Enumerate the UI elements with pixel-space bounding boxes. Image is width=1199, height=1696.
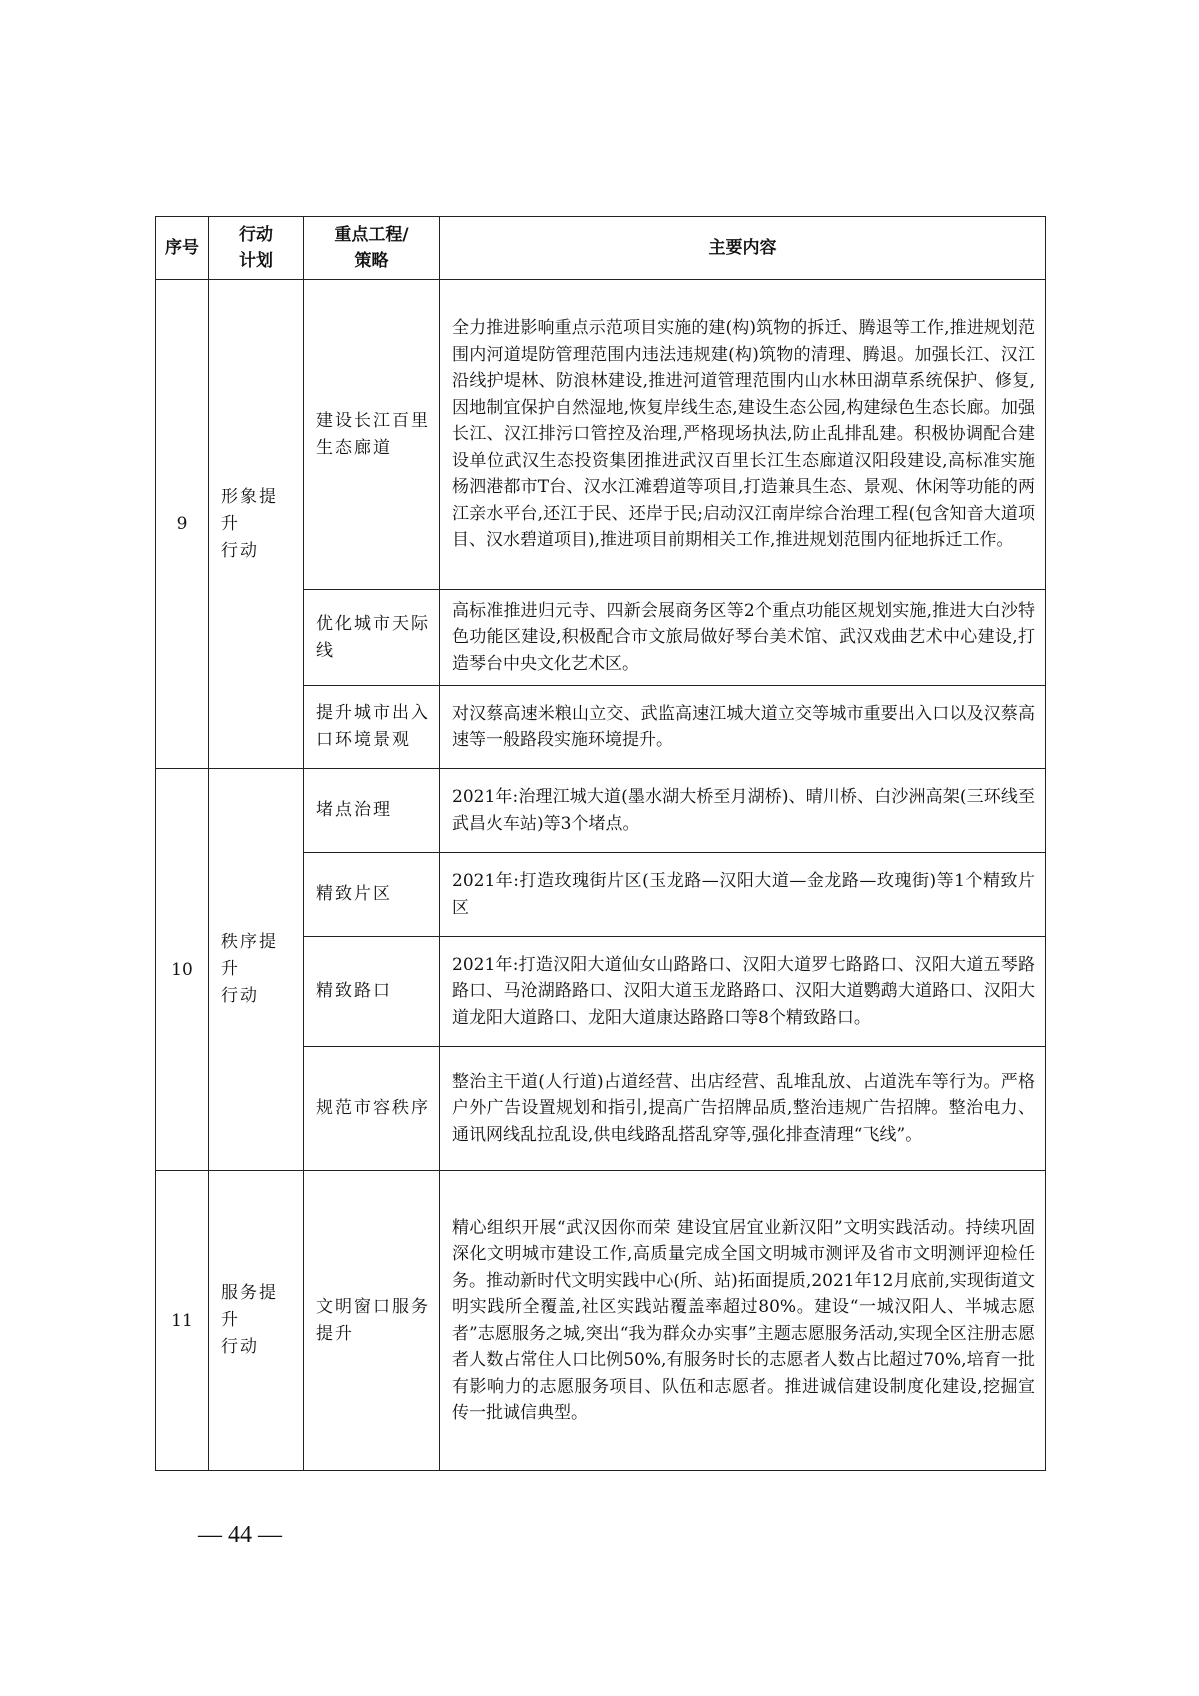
header-content: 主要内容 (440, 217, 1046, 280)
table-row (156, 1171, 1046, 1471)
row-content: 对汉蔡高速米粮山立交、武监高速江城大道立交等城市重要出入口以及汉蔡高速等一般路段实施环境提升。 (440, 686, 1046, 769)
page-number: — 44 — (198, 1522, 282, 1548)
row-content: 2021年:打造玫瑰街片区(玉龙路—汉阳大道—金龙路—玫瑰街)等1个精致片区 (440, 853, 1046, 937)
row-project: 建设长江百里 生态廊道 (304, 280, 440, 590)
table-header-row (156, 217, 1046, 280)
row-seq: 10 (156, 769, 209, 1171)
row-project: 精致路口 (304, 937, 440, 1047)
row-content: 全力推进影响重点示范项目实施的建(构)筑物的拆迁、腾退等工作,推进规划范围内河道堤防管理范围内违法违规建(构)筑物的清理、腾退。加强长江、汉江沿线护堤林、防浪林建设,推进河道管理范围内山水林田湖草系统保护、修复,因地制宜保护自然湿地,恢复岸线生态,建设生态公园,构建绿色生态长廊。加强长江、汉江排污口管控及治理,严格现场执法,防止乱排乱建。积极协调配合建设单位武汉生态投资集团推进武汉百里长江生态廊道汉阳段建设,高标准实施杨泗港都市T台、汉水江滩碧道等项目,打造兼具生态、景观、休闲等功能的两江亲水平台,还江于民、还岸于民;启动汉江南岸综合治理工程(包含知音大道项目、汉水碧道项目),推进项目前期相关工作,推进规划范围内征地拆迁工作。 (440, 280, 1046, 590)
row-action: 服务提升 行动 (209, 1171, 304, 1471)
header-action: 行动 计划 (209, 217, 304, 280)
row-content: 高标准推进归元寺、四新会展商务区等2个重点功能区规划实施,推进大白沙特色功能区建设,积极配合市文旅局做好琴台美术馆、武汉戏曲艺术中心建设,打造琴台中央文化艺术区。 (440, 590, 1046, 686)
row-project: 规范市容秩序 (304, 1047, 440, 1171)
row-action: 秩序提升 行动 (209, 769, 304, 1171)
row-action: 形象提升 行动 (209, 280, 304, 769)
row-project: 精致片区 (304, 853, 440, 937)
row-project: 堵点治理 (304, 769, 440, 853)
row-project: 优化城市天际 线 (304, 590, 440, 686)
row-content: 2021年:治理江城大道(墨水湖大桥至月湖桥)、晴川桥、白沙洲高架(三环线至武昌火车站)等3个堵点。 (440, 769, 1046, 853)
row-project: 提升城市出入 口环境景观 (304, 686, 440, 769)
table-row (156, 280, 1046, 590)
row-seq: 9 (156, 280, 209, 769)
header-seq: 序号 (156, 217, 209, 280)
header-project: 重点工程/ 策略 (304, 217, 440, 280)
row-project: 文明窗口服务 提升 (304, 1171, 440, 1471)
action-plan-table (155, 216, 1046, 1471)
table-row (156, 769, 1046, 853)
row-seq: 11 (156, 1171, 209, 1471)
row-content: 整治主干道(人行道)占道经营、出店经营、乱堆乱放、占道洗车等行为。严格户外广告设置规划和指引,提高广告招牌品质,整治违规广告招牌。整治电力、通讯网线乱拉乱设,供电线路乱搭乱穿等,强化排查清理“飞线”。 (440, 1047, 1046, 1171)
row-content: 2021年:打造汉阳大道仙女山路路口、汉阳大道罗七路路口、汉阳大道五琴路路口、马沧湖路路口、汉阳大道玉龙路路口、汉阳大道鹦鹉大道路口、汉阳大道龙阳大道路口、龙阳大道康达路路口等8个精致路口。 (440, 937, 1046, 1047)
row-content: 精心组织开展“武汉因你而荣 建设宜居宜业新汉阳”文明实践活动。持续巩固深化文明城市建设工作,高质量完成全国文明城市测评及省市文明测评迎检任务。推动新时代文明实践中心(所、站)拓面提质,2021年12月底前,实现街道文明实践所全覆盖,社区实践站覆盖率超过80%。建设“一城汉阳人、半城志愿者”志愿服务之城,突出“我为群众办实事”主题志愿服务活动,实现全区注册志愿者人数占常住人口比例50%,有服务时长的志愿者人数占比超过70%,培育一批有影响力的志愿服务项目、队伍和志愿者。推进诚信建设制度化建设,挖掘宣传一批诚信典型。 (440, 1171, 1046, 1471)
